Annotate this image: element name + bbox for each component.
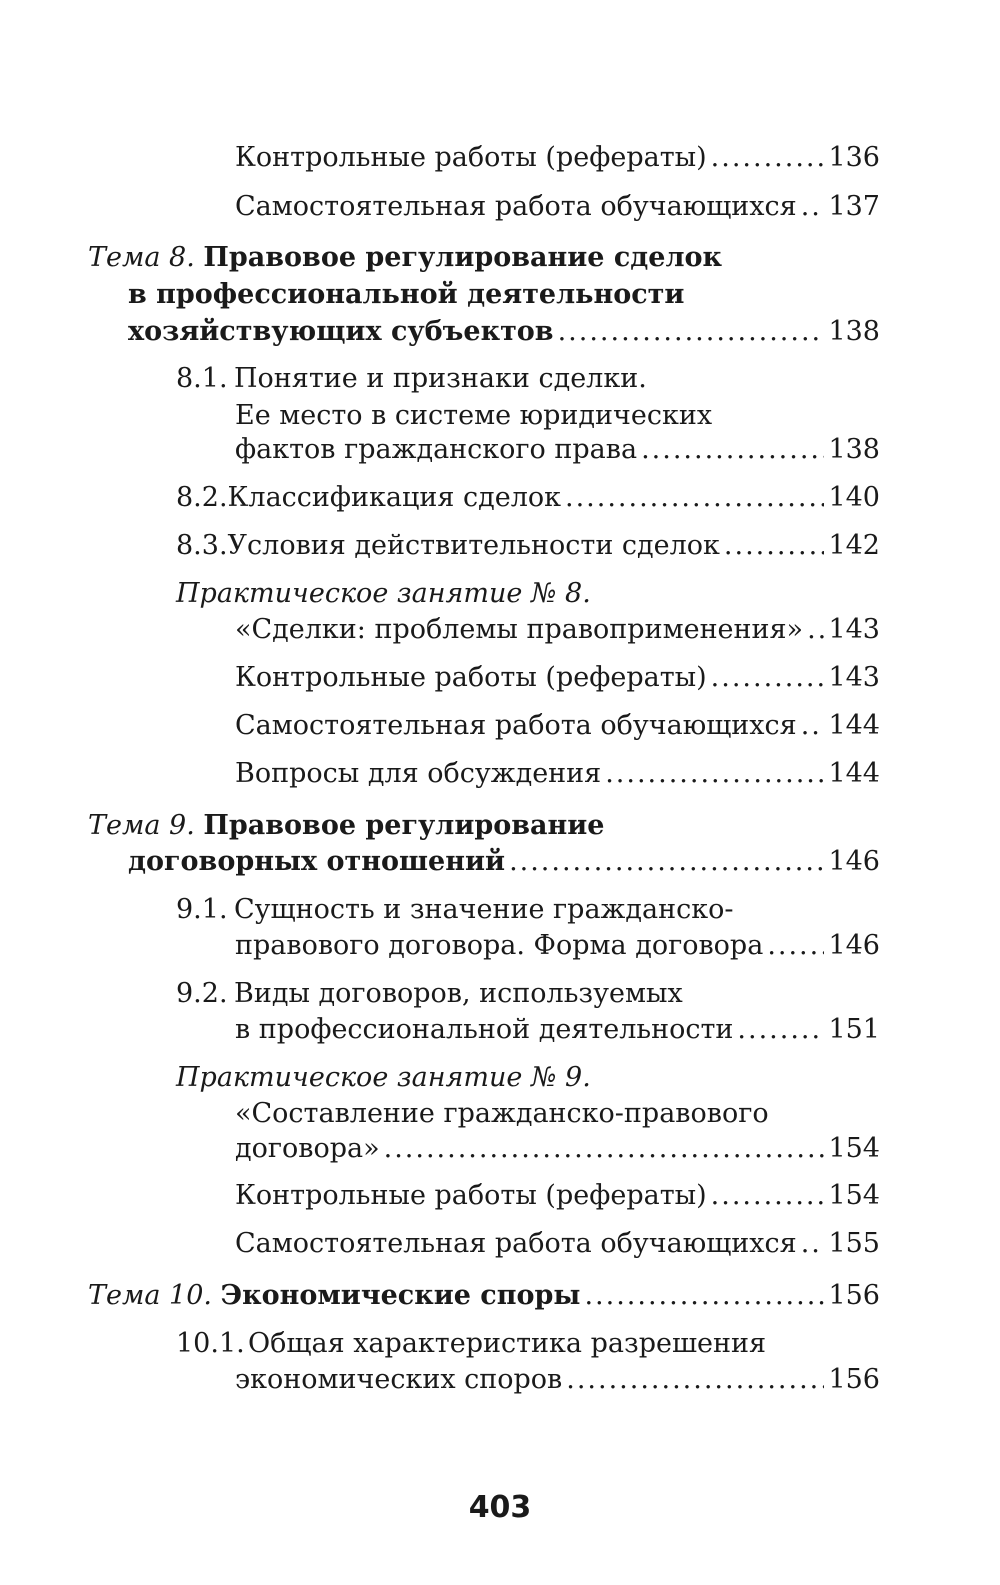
toc-entry xyxy=(235,1127,880,1171)
toc-entry xyxy=(235,1222,880,1266)
entry-title: Самостоятельная работа обучающихся xyxy=(235,1228,797,1259)
section-number: 8.1. xyxy=(176,363,228,394)
toc-entry xyxy=(235,752,880,796)
dot-leader xyxy=(737,1008,824,1052)
page-number: 155 xyxy=(828,1228,880,1259)
page-number: 136 xyxy=(828,142,880,173)
toc-entry xyxy=(235,704,880,748)
dot-leader xyxy=(801,185,825,229)
page-number: 154 xyxy=(828,1180,880,1211)
page-folio-number: 403 xyxy=(468,1490,532,1525)
toc-entry xyxy=(235,656,880,700)
entry-title: Общая характеристика разрешения xyxy=(248,1328,767,1359)
dot-leader xyxy=(584,1274,824,1318)
entry-title: Классификация сделок xyxy=(227,482,561,513)
topic-title: Правовое регулирование xyxy=(203,810,605,841)
toc-entry xyxy=(235,428,880,472)
dot-leader xyxy=(641,428,824,472)
entry-title: Условия действительности сделок xyxy=(227,530,720,561)
page-number: 143 xyxy=(828,662,880,693)
page-number: 154 xyxy=(828,1133,880,1164)
dot-leader xyxy=(711,1174,825,1218)
entry-title: в профессиональной деятельности xyxy=(235,1014,734,1045)
entry-title: Понятие и признаки сделки. xyxy=(234,363,647,394)
page-number: 144 xyxy=(828,758,880,789)
page-number: 146 xyxy=(828,930,880,961)
topic-title: Экономические споры xyxy=(220,1280,581,1311)
section-number: 10.1. xyxy=(176,1328,245,1359)
toc-entry xyxy=(235,1174,880,1218)
dot-leader xyxy=(767,924,824,968)
dot-leader xyxy=(384,1127,825,1171)
topic-label: Тема 9. xyxy=(88,810,195,841)
toc-entry xyxy=(235,185,880,229)
entry-title: Сущность и значение гражданско- xyxy=(234,894,734,925)
dot-leader xyxy=(509,840,824,884)
dot-leader xyxy=(558,310,825,354)
page-number: 138 xyxy=(828,316,880,347)
toc-entry xyxy=(235,924,880,968)
dot-leader xyxy=(801,1222,825,1266)
dot-leader xyxy=(711,136,825,180)
entry-title: правового договора. Форма договора xyxy=(235,930,764,961)
toc-entry xyxy=(176,524,880,568)
entry-title: Виды договоров, используемых xyxy=(234,978,683,1009)
dot-leader xyxy=(605,752,824,796)
section-number: 8.3. xyxy=(176,530,228,561)
entry-title: Контрольные работы (рефераты) xyxy=(235,662,707,693)
toc-entry xyxy=(128,310,880,354)
dot-leader xyxy=(807,608,824,652)
toc-entry xyxy=(235,1358,880,1402)
practice-title: Практическое занятие № 9. xyxy=(176,1062,591,1093)
toc-entry xyxy=(176,476,880,520)
toc-entry xyxy=(235,1008,880,1052)
page-number: 146 xyxy=(828,846,880,877)
topic-label: Тема 8. xyxy=(88,242,195,273)
topic-title: Правовое регулирование сделок xyxy=(203,242,723,273)
topic-label: Тема 10. xyxy=(88,1280,212,1311)
toc-entry xyxy=(128,840,880,884)
section-number: 9.1. xyxy=(176,894,228,925)
dot-leader xyxy=(566,1358,824,1402)
entry-title: «Составление гражданско-правового xyxy=(235,1098,769,1129)
entry-title: «Сделки: проблемы правоприменения» xyxy=(235,614,804,645)
topic-title: в профессиональной деятельности xyxy=(128,279,685,310)
page-number: 143 xyxy=(828,614,880,645)
entry-title: Самостоятельная работа обучающихся xyxy=(235,710,797,741)
dot-leader xyxy=(724,524,825,568)
entry-title: фактов гражданского права xyxy=(235,434,638,465)
section-number: 8.2. xyxy=(176,482,228,513)
entry-title: Ее место в системе юридических xyxy=(235,400,713,431)
practice-title: Практическое занятие № 8. xyxy=(176,578,591,609)
section-number: 9.2. xyxy=(176,978,228,1009)
toc-entry xyxy=(235,136,880,180)
toc-entry xyxy=(235,608,880,652)
page-number: 137 xyxy=(828,191,880,222)
topic-title: договорных отношений xyxy=(128,846,506,877)
entry-title: Контрольные работы (рефераты) xyxy=(235,1180,707,1211)
page-number: 140 xyxy=(828,482,880,513)
entry-title: Контрольные работы (рефераты) xyxy=(235,142,707,173)
page-number: 156 xyxy=(828,1364,880,1395)
toc-entry xyxy=(88,1274,880,1318)
entry-title: Вопросы для обсуждения xyxy=(235,758,602,789)
dot-leader xyxy=(565,476,824,520)
dot-leader xyxy=(801,704,825,748)
page-number: 151 xyxy=(828,1014,880,1045)
dot-leader xyxy=(711,656,825,700)
page-number: 156 xyxy=(828,1280,880,1311)
page-number: 138 xyxy=(828,434,880,465)
page-number: 144 xyxy=(828,710,880,741)
topic-title: хозяйствующих субъектов xyxy=(128,316,554,347)
entry-title: договора» xyxy=(235,1133,380,1164)
entry-title: экономических споров xyxy=(235,1364,563,1395)
page-number: 142 xyxy=(828,530,880,561)
entry-title: Самостоятельная работа обучающихся xyxy=(235,191,797,222)
